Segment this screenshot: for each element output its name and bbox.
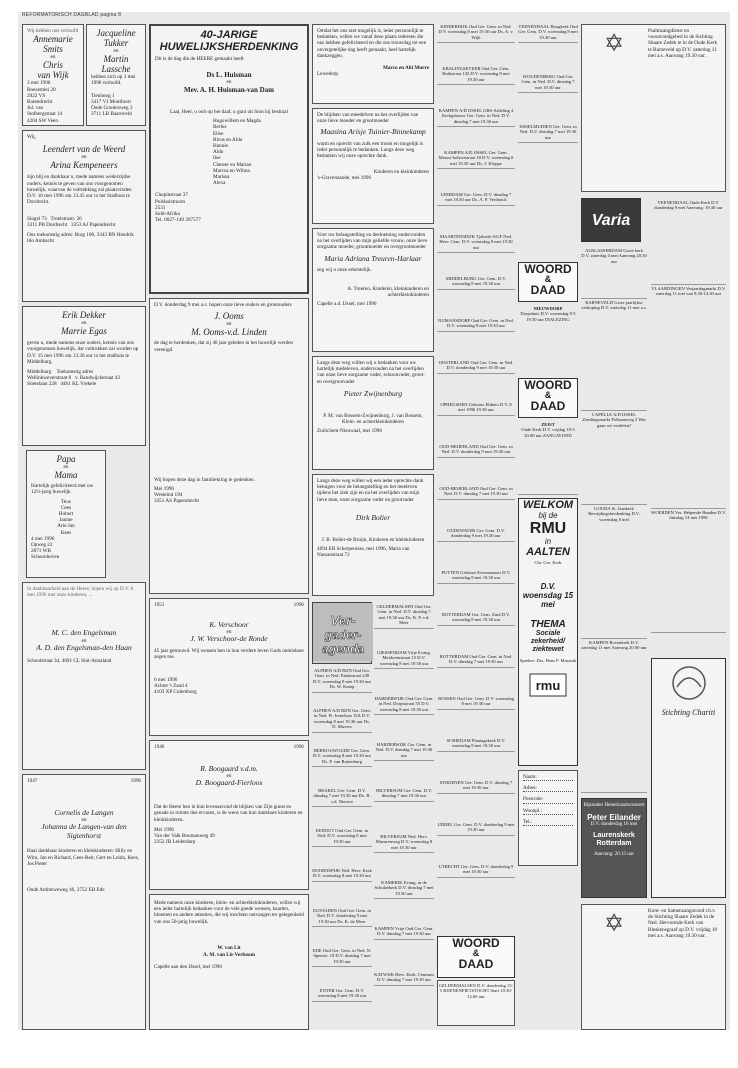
address-line: 3351 AS Papendrecht <box>154 498 199 505</box>
address-line: Middelburg <box>27 369 52 376</box>
newspaper-page <box>18 12 730 1030</box>
child-name: Ilse <box>213 155 221 162</box>
address-line: 3311 PB Dordrecht <box>27 221 68 228</box>
ad-connector: en <box>81 154 87 161</box>
person-name: M. C. den Engelsman <box>51 628 117 638</box>
church-entry: HILVERSUM Ned. Herv. Mazurenweg D.V. woensdag 8 mei 19.30 uur <box>374 832 434 853</box>
church-entry: MIDDELBURG Ger. Gem. D.V. woensdag 8 mei 19.30 uur <box>437 274 515 290</box>
child-name: Hannie <box>213 143 228 150</box>
ad-signature: P. M. van Bossem-Zwijnenburg, J. van Bossem, Klein- en achterkleinkinderen <box>323 412 423 425</box>
person-name: J. W. Verschoor-de Ronde <box>190 634 268 644</box>
ad-place: Capelle a.d. IJssel, mei 1996 <box>317 300 377 307</box>
year-end: 1996 <box>293 602 304 608</box>
ad-connector: en <box>226 79 232 86</box>
church-entry: SCHIEDAM Plantagekerk D.V. woensdag 8 mei 19.30 uur <box>437 736 515 752</box>
concert-venue: Laurenskerk Rotterdam <box>593 832 635 847</box>
ad-date: 6 mei 1996 <box>154 676 178 683</box>
ad-body: 45 jaar getrouwd. Wij wensen hen in hun verdere leven Gods onmisbare zegen toe. <box>154 647 304 661</box>
varia-title: Varia <box>591 212 631 229</box>
address-line: Toekomstig adres <box>56 369 94 376</box>
person-name: Chris <box>42 60 63 71</box>
person-name: Mev. A. H. Huisman-van Dam <box>183 85 275 94</box>
event-entry: GOUDA St. Janskerk Bevrijdingsherdenking D.V. woensdag 8 mei <box>581 504 647 639</box>
address-line: 4103 XP Culemborg <box>154 689 197 696</box>
ad-intro: De blijdsen van meedelven na het overlijden van onze lieve moeder en grootmoeder <box>317 112 419 125</box>
ad-body: Mede namens onze kinderen, klein- en achterkleinkinderen, willen wij een ieder hartelijk bedanken voor de vele goede wensen, kaarten, bloemen en andere attenties, die wij mochten ontvangen ter gelegenheid van ons 50-jarig huwelijk. <box>154 900 304 925</box>
child-name: Ricus en Alda <box>213 136 243 143</box>
church-entry: EEDOUT Oud Ger. Gem. in Ned. D.V. woensdag 8 mei 19.30 uur <box>312 826 372 847</box>
event-entry: VLAARDINGEN Verjaardagmarkt D.V. zaterdag 11 mei van 9.30-14.30 uur <box>651 284 726 509</box>
address-line: 3711 LB Baarnveld <box>91 111 132 118</box>
address-line: Polsholstroom <box>155 198 185 205</box>
child-name: Teus <box>61 498 71 505</box>
address-line: Tienhoog 1 <box>91 92 115 99</box>
church-entry: ROSSEN Oud Ger. Gem. D.V. woensdag 8 mei 19.30 uur <box>437 694 515 710</box>
address-line: Schoonhoven <box>31 554 60 561</box>
deceased-name: Dirk Bolier <box>355 513 391 523</box>
child-name: Janine <box>59 517 73 524</box>
column-church-listings <box>437 22 515 1024</box>
person-name: Martin <box>103 54 129 65</box>
concert-artist: Peter Eilander <box>587 813 641 822</box>
church-entry: OOSTERLAND Oud Ger. Gem. in Ned. D.V. donderdag 9 mei 19.30 uur <box>437 358 515 374</box>
concert-ad <box>581 798 647 898</box>
church-entry: KAMERIK Evang. in de Schulzekerk D.V. dinsdag 7 mei 19.30 uur <box>374 878 434 899</box>
ad-intro: Dit is de dag die de HEERE gemaakt heeft <box>155 56 244 62</box>
varia-list-right <box>651 198 726 648</box>
year-start: 1947 <box>27 778 38 784</box>
person-name: Erik Dekker <box>62 310 106 320</box>
church-entry: PUTTEN Geboure Evenaenauer D.V. woensdag 8 mei 19.30 uur <box>437 568 515 584</box>
church-entry: KAMPEN A/D IJSSEL Ger. Gem. Mezzo-bolsterstraat 18 D.V. woensdag 8 mei 19.30 uur Ds. J. Kloppe <box>437 148 515 169</box>
concert-date: D.V. donderdag 16 mei <box>590 822 638 827</box>
ad-signature: Kinderen en kleinkinderen <box>373 168 429 175</box>
anniversary-ad-ooms <box>149 298 309 594</box>
agenda-list-left <box>312 666 372 1030</box>
ad-connector: en <box>81 320 87 326</box>
ad-body <box>155 100 303 106</box>
child-name: Chester en Marian <box>213 161 252 168</box>
ad-body: Psalmzangdienst en vooravondgebed in de Sichting Shaare Zedek te in de Oude Kerk te Barneveld op D.V. zaterdag 11 mei a.s. Aanvang 19.30 uur. <box>648 28 718 59</box>
year-start: 1946 <box>154 744 165 750</box>
ad-body: Kom- en Samenzangavond t.b.v. de Stichting Shaare Zedek in de Ned. Hervormde Kerk van Bleskensgraaf op D.V. vrijdag 10 mei a.s. Aanvang 19.30 uur. <box>648 908 718 939</box>
engagement-ad-smits <box>22 24 84 126</box>
address-line: 2922 VS <box>27 92 46 99</box>
coupon-phone-field[interactable]: Tel.: <box>523 819 573 826</box>
church-entry: OUD-BEIJERLAND Oud Ger. Gem. in Ned. D.V. donderdag 9 mei 19.30 uur <box>437 442 515 458</box>
thank-you-ad-treuren <box>312 228 434 352</box>
person-name: Mama <box>54 470 78 481</box>
ad-connector: en <box>81 817 87 824</box>
address-line: 2871 WB <box>31 548 51 555</box>
address-line: Oude Ambtsweweg 46, 2752 EB Ede <box>27 886 105 893</box>
address-line: 4461 KL Vrekele <box>60 381 97 388</box>
ad-place: Zuilichem-Nieuwaal, mei 1996 <box>317 427 382 434</box>
anniversary-ad-huisman <box>149 24 309 294</box>
person-name: Ds L. Huisman <box>206 71 252 80</box>
rmu-thema-label: THEMA <box>530 618 566 630</box>
logo-text: & <box>544 274 552 284</box>
ad-body: geven u, mede namens onze ouders, kennis van ons voorgenomen huwelijk, dat voltrokken zal worden op D.V. 15 mei 1996 om 13.30 uur in het stadhuis te Middelburg. <box>27 340 139 365</box>
church-entry: BERKOUWOUDE Ger. Gem. D.V. woensdag 8 mei 19.30 uur Ds. P. van Ruitenburg <box>312 746 372 767</box>
child-name: Arie Jan <box>57 523 75 530</box>
ad-body: Hartelijk gefeliciteerd met uw 12½-jarig huwelijk <box>31 483 94 496</box>
child-name: Aldo <box>213 149 224 156</box>
logo-text: DAAD <box>530 399 566 413</box>
concert-time: Aanvang: 20.15 uur <box>594 852 634 857</box>
address-line: Chopinstraat 37 <box>155 192 188 199</box>
address-line: Sold-Afrika <box>155 211 180 218</box>
year-start: 1951 <box>154 602 165 608</box>
ad-place: Lewedorp <box>317 71 339 78</box>
vergader-agenda-banner <box>312 602 372 664</box>
ad-body <box>154 756 304 762</box>
church-entry: EUSTADEN Oud Ger. Gem. in Ned. D.V. donderdag 9 mei 19.30 uur Ds. K. de Meer <box>312 906 372 927</box>
ad-signature: A. Treuren, Kinderen, kleinkinderen en achterkleinkinderen <box>347 285 429 298</box>
event-entry: CAPELLE A/D IJSSEL Zendingsmarkt Polbaanweg 2 Wat gaan we verdelen? <box>581 410 647 505</box>
address-block <box>155 192 303 223</box>
ad-body: In dankbaarheid aan de Heere, hopen wij op D.V. 8 mei 1996 met onze kinderen, ... <box>27 586 134 599</box>
ad-body: warm en oprecht van zulk een troost en mogelijk is ieder persoonlijk te bedanken. Langs deze weg bedanken wij onze oprechte dank. <box>317 140 424 160</box>
ad-connector: en <box>63 464 69 470</box>
church-entry: HARDERWIJK Ger. Gem. in Ned. D.V. dinsdag 7 mei 19.30 uur <box>374 740 434 761</box>
agenda-list-right <box>374 602 434 1030</box>
ad-intro: Langs deze weg willen wij een ieder oprechte dank betuigen voor de belangstelling en het meeleven tijdens het ziek zijn en na het overlijden van mijn lieve man, onze zorgzame vader en grootvader <box>317 478 424 503</box>
person-name: M. Ooms-v.d. Linden <box>191 327 267 338</box>
thank-you-ad-murre <box>312 24 434 104</box>
ad-connector: en <box>226 773 232 780</box>
church-entry: GIESSENDAM Vrije Evang. Meidorenstraat 15 D.V. woensdag 8 mei 19.30 uur <box>374 648 434 669</box>
thank-you-ad-van-lit <box>149 894 309 1030</box>
column-events <box>518 22 578 1024</box>
church-entry: KAMPEN Vrije Oud Ger. Gem. D.V. dinsdag 7 mei 19.30 uur <box>374 924 434 940</box>
logo-text: & <box>472 948 480 958</box>
logo-text: WOORD <box>524 262 572 276</box>
address-line: 3417 VJ Montfoort <box>91 99 131 106</box>
ad-text: hebben zich op 3 mei 1996 verloofd. <box>91 74 136 87</box>
deceased-name: Maasina Arisje Tuinier-Binnekamp <box>320 127 426 137</box>
stichting-charity-ad <box>651 658 726 898</box>
woord-en-daad-logo <box>437 936 515 978</box>
coupon-address-field[interactable]: Adres: <box>523 785 573 792</box>
person-name: Cornelis de Langen <box>54 807 114 817</box>
event-entry: WOERDEN Ver. Helpende Handen D.V. dinsdag 14 mei 1996 <box>651 508 726 633</box>
charity-title: Stichting Chariti <box>661 708 716 717</box>
children-list <box>213 118 303 186</box>
rmu-logo-text: RMU <box>529 520 567 537</box>
varia-banner <box>581 198 641 242</box>
church-entry: KATWIJK Herv. Kerk, Centrum D.V. dinsdag 7 mei 19.30 uur <box>374 970 434 986</box>
person-name: Tukker <box>103 38 129 48</box>
coupon-name-field[interactable]: Naam: <box>523 774 573 781</box>
address-line: Schoolstraat 34, 4691 CL Sint-Annaland <box>27 658 112 665</box>
page-header: REFORMATORISCH DAGBLAD pagina 8 <box>22 12 122 18</box>
shaare-zedek-ad-top <box>581 24 726 192</box>
logo-text: DAAD <box>458 957 494 971</box>
person-name: van Wijk <box>37 70 69 81</box>
person-name: Papa <box>56 454 76 464</box>
ad-body <box>317 528 429 534</box>
charity-logo-icon <box>659 663 719 703</box>
agenda-title-part2: gader- <box>324 628 362 642</box>
person-name: J. Ooms <box>214 311 244 322</box>
ad-place: Capelle aan den IJssel, mei 1996 <box>154 963 222 970</box>
address-line: 4204 SW Veen <box>27 117 58 124</box>
address-line: Wellinkweverstraat 8 <box>27 375 72 382</box>
ad-body: Wij hopen deze dag in familiekring te gedenken. <box>154 476 255 483</box>
star-of-david-icon: ✡ <box>603 911 625 937</box>
church-entry: STRIJENEN Ger. Gem. D.V. dinsdag 7 mei 19.30 uur <box>437 778 515 794</box>
church-listings <box>437 22 515 912</box>
column-thank-you-notices <box>312 22 434 1024</box>
logo-text: & <box>544 390 552 400</box>
child-name: Marcus en Wilma <box>213 167 250 174</box>
church-entry: NUMANSDORP Oud Ger. Gem. in Ned. D.V. woensdag 8 mei 19.30 uur <box>437 316 515 332</box>
church-entry: ROTTERDAM Ger. Gem. Zuid D.V. woensdag 8 mei 19.30 uur <box>437 610 515 626</box>
ad-intro: Wij, <box>27 134 36 140</box>
rmu-body <box>519 663 577 668</box>
address-line: Oude Gooiersweg 3 <box>91 105 133 112</box>
church-entry: IJSSELMUIDEN Ger. Gem. in Ned. D.V. dinsdag 7 mei 19.30 uur <box>518 122 578 143</box>
person-name: Smits <box>43 44 63 55</box>
wedding-ad-van-de-weerd <box>22 130 146 302</box>
ad-body <box>648 84 721 90</box>
church-entry: KINDERDIJK Oud Ger. Gem. in Ned. D.V. woensdag 8 mei 19.30 uur Ds. A. v. Wijk <box>437 22 515 43</box>
church-entry: KRALINGSEVEER Oud Ger. Gem. Ruthstraat 143 D.V. woensdag 8 mei 19.30 uur <box>437 64 515 85</box>
address-line: Mei 1996 <box>154 485 175 492</box>
event-entry: ALBLASSERDAM Grote kerk D.V. zaterdag 4 mei Aanvang 20.30 uur <box>581 246 647 299</box>
anniversary-ad-de-langen <box>22 774 146 1030</box>
varia-list-left <box>581 246 647 796</box>
child-name: Cees <box>60 504 72 511</box>
year-end: 1996 <box>293 744 304 750</box>
church-entry: DOORNSPIJK Ned. Herv. Kerk D.V. woensdag 8 mei 19.30 uur <box>312 866 372 882</box>
ad-signature: Marco en Abi Murre <box>382 65 429 72</box>
ad-body <box>317 503 429 509</box>
child-name: Berlus <box>213 124 227 131</box>
ad-body: Omdat het ons niet mogelijk is, ieder persoonlijk te bedanken, willen we vanaf deze plaats iedereen die ons hebben gefeliciteerd en die ons trouwdag tot een onvergetelijke dag heeft gemaakt, heel hartelijk dankzeggen. <box>317 28 427 59</box>
ad-body: de dag te herdenken, dat zij 40 jaar geleden in het huwelijk werden verenigd. <box>154 340 293 353</box>
church-entry: ALPHEN A/D RIJN Ger. Gem. in Ned. Pr. Irenelaan 15A D.V. woensdag 8 mei 19.30 uur Ds. D. Muvers <box>312 706 372 733</box>
ad-body <box>154 794 304 800</box>
person-name: W. van Lit <box>217 945 241 952</box>
logo-text: WOORD <box>452 936 500 950</box>
charity-body <box>652 728 725 733</box>
address-line: Mei 1996 <box>154 826 175 833</box>
event-entry: KAMPEN Bovenkerk D.V. zaterdag 11 mei Aanvang 20.00 uur <box>581 638 647 793</box>
anniversary-ad-verschoor <box>149 598 309 736</box>
church-entry: UDDEL Ger. Gem. D.V. donderdag 9 mei 19.30 uur <box>437 820 515 836</box>
address-line: Westeind 194 <box>154 492 183 499</box>
person-name: Jacqueline <box>96 28 136 38</box>
church-entry: EDE Oud Ger. Gem. in Ned. N. Speeste, 18 D.V. dinsdag 7 mei 19.30 uur <box>312 946 372 967</box>
child-name: Elise <box>213 130 224 137</box>
agenda-title-part3: agenda <box>321 642 365 656</box>
column-right-ads <box>581 22 726 1024</box>
church-entry: ROTTERDAM Oud Ger. Gem. in Ned. D.V. dinsdag 7 mei 19.30 uur <box>437 652 515 668</box>
church-entry: LEERDAM Ger. Gem. D.V. dinsdag 7 mei 19.30 uur Ds. A. P. Verdonck <box>437 190 515 206</box>
child-name: Alexa <box>213 180 226 187</box>
thank-you-ad-tuinier <box>312 108 434 224</box>
church-entry: OPHEUSDEN Gebouw Eltheto D.V. 8 mei 1996 19.30 uur <box>437 400 515 416</box>
person-name: D. Boogaard-Fierloos <box>195 778 263 788</box>
event-body: Oude Kerk D.V. vrijdag 10-5 20.00 uur ZANGAVOND <box>521 427 575 438</box>
church-entry: ENTER Ger. Gem. D.V. woensdag 8 mei 19.30 uur <box>312 986 372 1002</box>
church-entry: GELDERMALSEN Oud Ger. Gem. in Ned. D.V. dinsdag 7 mei 19.30 uur Ds. K. P. v.d. Meer <box>374 602 434 629</box>
person-name: A. M. van Lit-Verboom <box>203 951 255 958</box>
person-name: Annemarie <box>33 34 73 45</box>
rmu-date: D.V. woensdag 15 mei <box>522 582 574 610</box>
column-family-notices-center <box>149 22 309 1024</box>
coupon-postcode-field[interactable]: Postcode: <box>523 796 573 803</box>
person-name: K. Verschoor <box>209 619 249 629</box>
concert-title: Bijzonder Hemelvaartsconcert <box>583 803 645 808</box>
ad-place: 's-Gravenzande, mei 1996 <box>317 174 372 181</box>
year-end: 1996 <box>130 778 141 784</box>
ad-connector: en <box>113 48 119 54</box>
address-line: Stolbergstraat 14 <box>27 111 63 118</box>
address-line: 3353 AJ Papendrecht <box>71 221 116 228</box>
rmu-coupon <box>518 770 578 866</box>
address-line: 2352 JB Leiderdorp <box>154 839 196 846</box>
church-entry: WOUDENBERG Oud Ger. Gem. in Ned. D.V. dinsdag 7 mei 19.30 uur <box>518 72 578 93</box>
church-entry: KAMPEN A/D IJSSEL GBS-Afdeling 4 Kerkgebouw Ger. Gem. in Ned. D.V. dinsdag 7 mei 19.30 uur <box>437 106 515 127</box>
child-name: Hubert <box>58 511 74 518</box>
event-entry: VEENENDAAL Oude Kerk D.V. donderdag 9 mei Aanvang: 19.30 uur <box>651 198 726 285</box>
ad-body <box>27 617 141 623</box>
event-zeist <box>518 420 578 495</box>
address-line: Troelstrastr. 26 <box>50 215 82 222</box>
rmu-bij: bij de <box>538 511 558 520</box>
ad-date: 3 mei 1996 <box>27 80 51 87</box>
agenda-title-part1: Ver- <box>330 613 356 628</box>
person-name: R. Boogaard v.d.m. <box>200 763 258 773</box>
child-name: Hugowillem en Magda <box>213 118 261 125</box>
ad-connector: en <box>226 321 232 328</box>
rmu-body <box>519 573 577 578</box>
person-name: Leendert van de Weerd <box>42 144 126 155</box>
rmu-ad <box>518 498 578 766</box>
ad-body <box>154 467 304 473</box>
ad-place: 4694 EB Scherpenisse, mei 1996, Maria van Nassaustraat 72 <box>317 545 410 559</box>
church-entry: ALPHEN A/D RIJN Oud Ger. Gem. in Ned. Eindsstraat 249 D.V. woensdag 8 mei 19.30 uur Ds. W. Kamp <box>312 666 372 693</box>
rmu-spreker: Spreker: Drs. Hans F. Massink <box>519 657 577 663</box>
deceased-name: Pieter Zwijnenburg <box>343 388 403 398</box>
star-of-david-icon: ✡ <box>603 31 625 57</box>
person-name: Lassche <box>101 64 131 75</box>
rmu-place: AALTEN <box>526 546 570 558</box>
rmu-thema: Sociale zekerheid/ ziektewet <box>530 629 566 653</box>
anniversary-ad-boogaard <box>149 740 309 890</box>
rmu-in: in <box>544 537 552 546</box>
event-place: ZEIST <box>541 422 555 427</box>
address-line: 2531 <box>155 204 166 211</box>
woord-en-daad-logo <box>518 378 578 418</box>
ad-connector: en <box>81 637 87 644</box>
event-place: NIEUWDORP <box>533 306 563 311</box>
address-line: Opweg 22 <box>31 542 53 549</box>
address-line: Barendrecht <box>27 99 53 106</box>
address-line: Boezemlei 20 <box>27 86 56 93</box>
ad-title: 40-JARIGE HUWELIJKSHERDENKING <box>159 29 299 53</box>
address-line: v. Randwijckstraat 43 <box>74 375 121 382</box>
address-line: Tel. 0027-149 297577 <box>155 217 201 224</box>
anniversary-ad-den-engelsman <box>22 582 146 770</box>
logo-text: DAAD <box>530 283 566 297</box>
ad-body: zijn blij en dankbaar u, mede namens wederzijdse ouders, kennis te geven van ons voorgenomen huwelijk, waarvan de voltrekking zal plaatsvinden D.V. 10 mei 1996 om 13.45 uur in het Stadhuis te Dordrecht. <box>27 174 132 206</box>
ad-body: Haai dankbaar kinderen en kleinkinderen: Hilly en Wim, Jan en Richard, Cees-Reit, Gert en Leida, Kees, Jos Pieter <box>27 848 140 867</box>
ad-body: zeg wij u onze erkentelijk. <box>317 267 372 274</box>
thank-you-ad-zwijnenburg <box>312 356 434 470</box>
ad-intro: Voor uw belangstelling en deelneming ondervonden na het overlijden van mijn geliefde vrouw, onze lieve zorgzame moeder, grootmoeder en overgrootmoeder <box>317 232 428 251</box>
woord-en-daad-logo <box>518 262 578 302</box>
svg-text:rmu: rmu <box>535 678 561 694</box>
ad-extra: Ons toekomstig adres: Burg 100, 3343 BN Hendrik Ido Ambacht <box>27 232 134 245</box>
ad-intro: D.V. donderdag 9 mei a.s. hopen onze lieve ouders en grootouders <box>154 302 292 308</box>
address-line: Achter 't Zand 4 <box>154 682 188 689</box>
ad-body <box>317 276 429 282</box>
child-name: Kees <box>60 529 72 536</box>
ad-date: 4 mei 1996 <box>31 535 55 542</box>
address-line: Jul. van <box>27 105 44 112</box>
rmu-logo-icon <box>528 672 568 698</box>
person-name: A. D. den Engelsman-den Haan <box>36 642 132 652</box>
rmu-welkom: WELKOM <box>522 499 574 511</box>
event-nieuwdorp <box>518 304 578 379</box>
column-family-notices-left <box>22 22 146 1024</box>
deceased-name: Maria Adriana Treuren-Harlaar <box>324 253 422 263</box>
ad-intro: Langs deze weg willen wij u bedanken voor uw hartelijk medeleven, ondervonden na het overlijden van onze lieve zorgzame vader, schoonvader, groot- en overgrootvader <box>317 360 425 385</box>
ad-quote: Laat, Heer, u ooit op het daal; u gunt uit Sion hij bestraal <box>170 109 288 116</box>
event-entry: BARNEVELD Grote jaarlijkse verkoping D.V. zaterdag 11 mei a.s. <box>581 298 647 411</box>
shaare-zedek-ad-bottom <box>581 904 726 1030</box>
ad-body: Dat de Heere hen in hun levensavond de blijken van Zijn gunst en genade in ruimte doe ervaren, is de wens van hun dankbare kinderen en kleinkinderen. <box>154 804 303 823</box>
thank-you-ad-bolier <box>312 474 434 596</box>
church-entry: OUD-BEIJERLAND Oud Ger. Gem. in Ned. D.V. dinsdag 7 mei 19.30 uur <box>437 484 515 500</box>
person-name: Arina Kempeneers <box>50 160 118 171</box>
person-name: Johanna de Langen-van den Sigtenhorst <box>41 822 127 840</box>
ad-intro: Wij hebben ons verloofd <box>27 28 79 34</box>
ad-body <box>27 790 141 796</box>
church-entry: HARDERWIJK Oud Ger. Gem. in Ned. Dorpsstraat 55 D.V. woensdag 8 mei 19.30 uur <box>374 694 434 715</box>
child-name: Marissa <box>213 174 230 181</box>
address-line: Stietelaan 228 <box>27 381 57 388</box>
coupon-city-field[interactable]: Woonpl.: <box>523 808 573 815</box>
church-entry: OUDEWATER Ger. Gem. D.V. donderdag 9 mei 19.30 uur <box>437 526 515 542</box>
event-body: Dorpshuis D.V. woensdag 8-5 19.30 uur DIALEZING <box>520 311 576 322</box>
anniversary-ad-papa-mama <box>26 450 106 578</box>
ad-body <box>317 403 429 409</box>
engagement-ad-tukker <box>86 24 146 126</box>
agenda-banner-graphic <box>313 603 373 661</box>
address-line: Van der Valk Boumanweg 49 <box>154 833 215 840</box>
person-name: Marrie Egas <box>61 326 107 337</box>
church-entry: BRAKEL Ger. Gem. D.V. dinsdag 7 mei 19.30 uur Ds. R. v.d. Nieuwe <box>312 786 372 807</box>
church-entry: UTRECHT Ger. Gem. D.V. donderdag 9 mei 19.30 uur <box>437 862 515 878</box>
ad-connector: en <box>226 629 232 636</box>
event-geldermalsen: GELDERMALSEN D.V. donderdag 15-5 BIJENENFIETSTOCHT Start 10.30-12.00 uur <box>437 980 515 1026</box>
ad-connector: en <box>50 54 56 61</box>
ad-signature: J. B. Bolier-de Bruijn, Kinderen en kleinkinderen <box>321 536 425 543</box>
church-entry: VEENENDAAL Hoogkerk Oud Ger. Gem. D.V. woensdag 8 mei 19.30 uur <box>518 22 578 43</box>
church-entry: MAARTENSDIJK Tjalsede 0/GF Ned. Herv. Gem. D.V. woensdag 8 mei 19.30 uur <box>437 232 515 253</box>
logo-text: WOORD <box>524 378 572 392</box>
rmu-venue: Chr. Ger. Kerk <box>534 560 562 565</box>
church-entry: HILVERSUM Ger. Gem. D.V. dinsdag 7 mei 19.30 uur <box>374 786 434 802</box>
wedding-ad-dekker <box>22 306 146 446</box>
address-line: Singel 73 <box>27 215 47 222</box>
